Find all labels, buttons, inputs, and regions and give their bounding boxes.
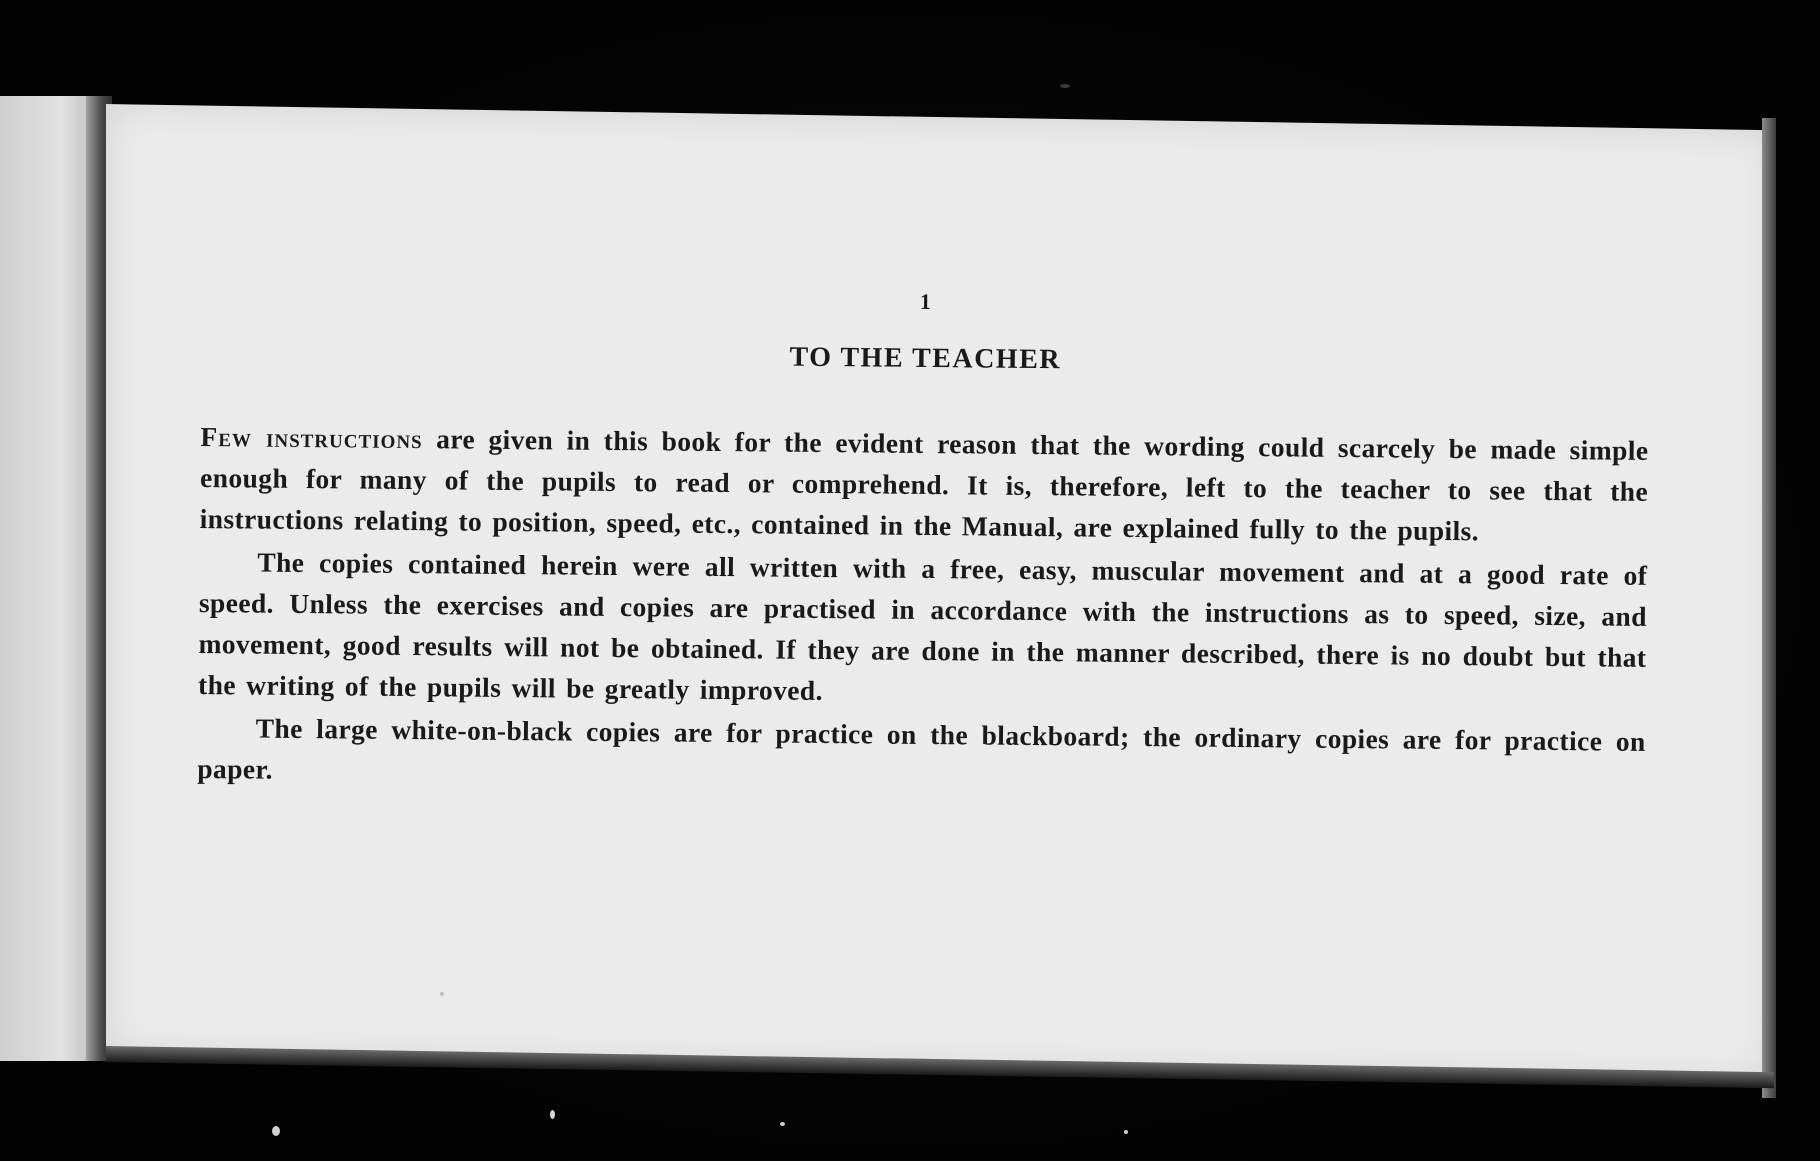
scan-speck xyxy=(1060,84,1070,88)
paragraph-lead: Few instructions xyxy=(200,420,423,455)
scan-speck xyxy=(440,992,444,996)
page-number: 1 xyxy=(919,288,932,315)
paragraph-1 xyxy=(200,416,1649,553)
paragraph-text: The copies contained herein were all written with a free, easy, muscular movement and at a good rate of speed. Unless the exercises and copies are practised in accordance with the instructions as to speed, size, and movement, good results will not be obtained. If they are done in the manner described, there is no doubt but that the writing of the pupils will be greatly improved. xyxy=(197,546,1648,706)
page-content xyxy=(197,282,1650,803)
scan-speck xyxy=(550,1110,555,1119)
paragraph-2 xyxy=(198,541,1648,719)
scan-speck xyxy=(272,1126,280,1136)
paragraph-text: are given in this book for the evident reason that the wording could scarcely be made simple enough for many of the pupils to read or comprehend. It is, therefore, left to the teacher to see that the instructions relating to position, speed, etc., contained in the Manual, are explained fully to the pupils. xyxy=(199,423,1649,547)
scan-speck xyxy=(1124,1130,1128,1134)
page-edge-right xyxy=(1762,118,1776,1098)
page-heading: TO THE TEACHER xyxy=(789,341,1062,376)
paragraph-text: The large white-on-black copies are for practice on the blackboard; the ordinary copies are for practice on paper. xyxy=(197,712,1646,785)
scan-speck xyxy=(780,1122,785,1126)
paragraph-3 xyxy=(197,707,1646,803)
